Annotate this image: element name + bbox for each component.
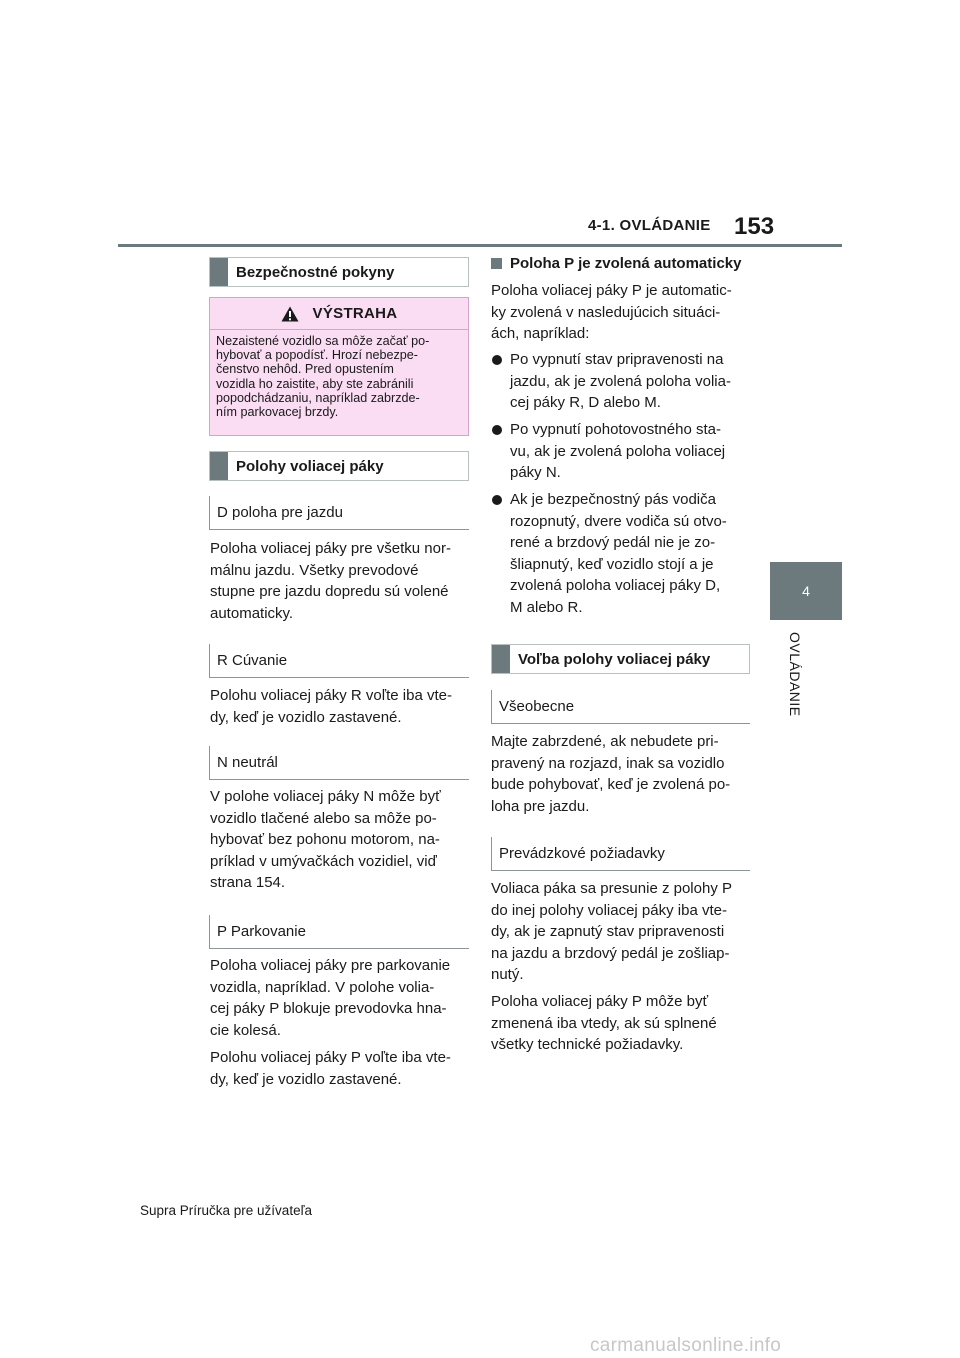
- chapter-side-label: [783, 632, 805, 732]
- text-line: na jazdu a brzdový pedál je zošliap-: [491, 944, 730, 962]
- text-line: zvolená poloha voliacej páky D,: [510, 577, 721, 595]
- text-line: Poloha voliacej páky pre parkovanie: [210, 957, 451, 974]
- text-line: hybovať bez pohonu motorom, na-: [210, 831, 440, 849]
- heading-bar: [492, 645, 510, 673]
- warning-line: čenstvo nehôd. Pred opustením: [216, 362, 394, 377]
- warning-line: Nezaistené vozidlo sa môže začať po-: [216, 334, 430, 348]
- auto-p-heading: [491, 255, 741, 272]
- text-line: dy, keď je vozidlo zastavené.: [210, 708, 402, 726]
- auto-p-text: [491, 280, 732, 345]
- text-line: zmenená iba vtedy, ak sú splnené: [491, 1014, 717, 1032]
- text-line: Poloha voliacej páky P je automatic-: [491, 282, 732, 299]
- text-line: málnu jazdu. Všetky prevodové: [210, 561, 419, 579]
- d-position-text: [210, 538, 451, 624]
- text-line: rené a brzdový pedál nie je zo-: [510, 534, 716, 552]
- text-line: Po vypnutí stav pripravenosti na: [510, 351, 724, 368]
- warning-line: vozidla ho zaistite, aby ste zabránili: [216, 376, 414, 391]
- text-line: vozidla, napríklad. V polohe volia-: [210, 978, 435, 996]
- text-line: ách, napríklad:: [491, 325, 590, 343]
- text-line: automaticky.: [210, 604, 294, 622]
- text-line: cej páky P blokuje prevodovka hna-: [210, 1000, 447, 1018]
- text-line: jazdu, ak je zvolená poloha volia-: [510, 372, 731, 390]
- warning-box: [209, 297, 469, 436]
- text-line: vozidlo tlačené alebo sa môže po-: [210, 809, 437, 827]
- text-line: Ak je bezpečnostný pás vodiča: [510, 491, 716, 508]
- heading-bar: [210, 452, 228, 480]
- general-label: Všeobecne: [491, 690, 750, 724]
- selection-heading-text: Voľba polohy voliacej páky: [518, 650, 711, 668]
- requirements-label: Prevádzkové požiadavky: [491, 837, 750, 871]
- text-line: dy, ak je zapnutý stav pripravenosti: [491, 923, 725, 941]
- p-position-label: P Parkovanie: [209, 915, 469, 949]
- p-position-text: [210, 955, 450, 1041]
- chapter-label: OVLÁDANIE: [787, 632, 803, 717]
- text-line: príklad v umývačkách vozidiel, viď: [210, 852, 437, 870]
- warning-line: hybovať a popodísť. Hrozí nebezpe-: [216, 348, 418, 363]
- warning-line: popodchádzaniu, napríklad zabrzde-: [216, 390, 420, 405]
- warning-line: ním parkovacej brzdy.: [216, 405, 339, 420]
- warning-triangle-icon: [281, 306, 299, 322]
- text-line: Polohu voliacej páky P voľte iba vte-: [210, 1049, 451, 1066]
- auto-p-heading-text: Poloha P je zvolená automaticky: [510, 255, 742, 272]
- warning-header: [210, 298, 468, 330]
- text-line: Polohu voliacej páky R voľte iba vte-: [210, 687, 452, 704]
- bullet-item: [492, 489, 727, 619]
- text-line: strana 154.: [210, 874, 286, 892]
- section-title: 4-1. OVLÁDANIE: [588, 217, 711, 234]
- text-line: vu, ak je zvolená poloha voliacej: [510, 442, 726, 460]
- bullet-item: [492, 349, 731, 414]
- r-position-label: R Cúvanie: [209, 644, 469, 678]
- text-line: Majte zabrzdené, ak nebudete pri-: [491, 733, 719, 750]
- chapter-tab: [770, 562, 842, 620]
- text-line: páky N.: [510, 464, 561, 482]
- text-line: nutý.: [491, 966, 524, 984]
- r-position-text: [210, 685, 452, 728]
- text-line: pravený na rozjazd, inak sa vozidlo: [491, 754, 725, 772]
- p-position-text-2: [210, 1047, 451, 1090]
- text-line: Poloha voliacej páky P môže byť: [491, 993, 709, 1010]
- safety-heading: [209, 257, 469, 287]
- page-number: 153: [734, 213, 775, 240]
- text-line: Voliaca páka sa presunie z polohy P: [491, 880, 732, 897]
- text-line: M alebo R.: [510, 598, 583, 616]
- heading-bar: [210, 258, 228, 286]
- text-line: loha pre jazdu.: [491, 797, 590, 815]
- text-line: do inej polohy voliacej páky iba vte-: [491, 901, 727, 919]
- text-line: V polohe voliacej páky N môže byť: [210, 788, 441, 805]
- general-text: [491, 731, 730, 817]
- selection-heading: [491, 644, 750, 674]
- text-line: dy, keď je vozidlo zastavené.: [210, 1070, 402, 1088]
- text-line: Poloha voliacej páky pre všetku nor-: [210, 540, 451, 557]
- text-line: Po vypnutí pohotovostného sta-: [510, 421, 721, 438]
- positions-heading: [209, 451, 469, 481]
- requirements-text: [491, 878, 732, 986]
- square-bullet-icon: [491, 258, 502, 269]
- chapter-number: 4: [802, 583, 810, 599]
- requirements-text-2: [491, 991, 717, 1056]
- text-line: rozopnutý, dvere vodiča sú otvo-: [510, 512, 727, 530]
- header-rule: [118, 244, 842, 247]
- d-position-label: D poloha pre jazdu: [209, 496, 469, 530]
- footer-title: Supra Príručka pre užívateľa: [140, 1203, 313, 1218]
- n-position-text: [210, 786, 441, 894]
- text-line: bude pohybovať, keď je zvolená po-: [491, 776, 731, 794]
- text-line: cej páky R, D alebo M.: [510, 394, 661, 412]
- n-position-label: N neutrál: [209, 746, 469, 780]
- safety-heading-text: Bezpečnostné pokyny: [236, 263, 395, 281]
- text-line: šliapnutý, keď vozidlo stojí a je: [510, 555, 714, 573]
- positions-heading-text: Polohy voliacej páky: [236, 457, 384, 475]
- bullet-item: [492, 419, 725, 484]
- text-line: ky zvolená v nasledujúcich situáci-: [491, 303, 721, 321]
- warning-title: VÝSTRAHA: [312, 305, 398, 322]
- watermark: carmanualsonline.info: [590, 1335, 782, 1356]
- warning-text: [210, 330, 468, 423]
- text-line: cie kolesá.: [210, 1021, 281, 1039]
- text-line: stupne pre jazdu dopredu sú volené: [210, 583, 449, 601]
- text-line: všetky technické požiadavky.: [491, 1036, 684, 1054]
